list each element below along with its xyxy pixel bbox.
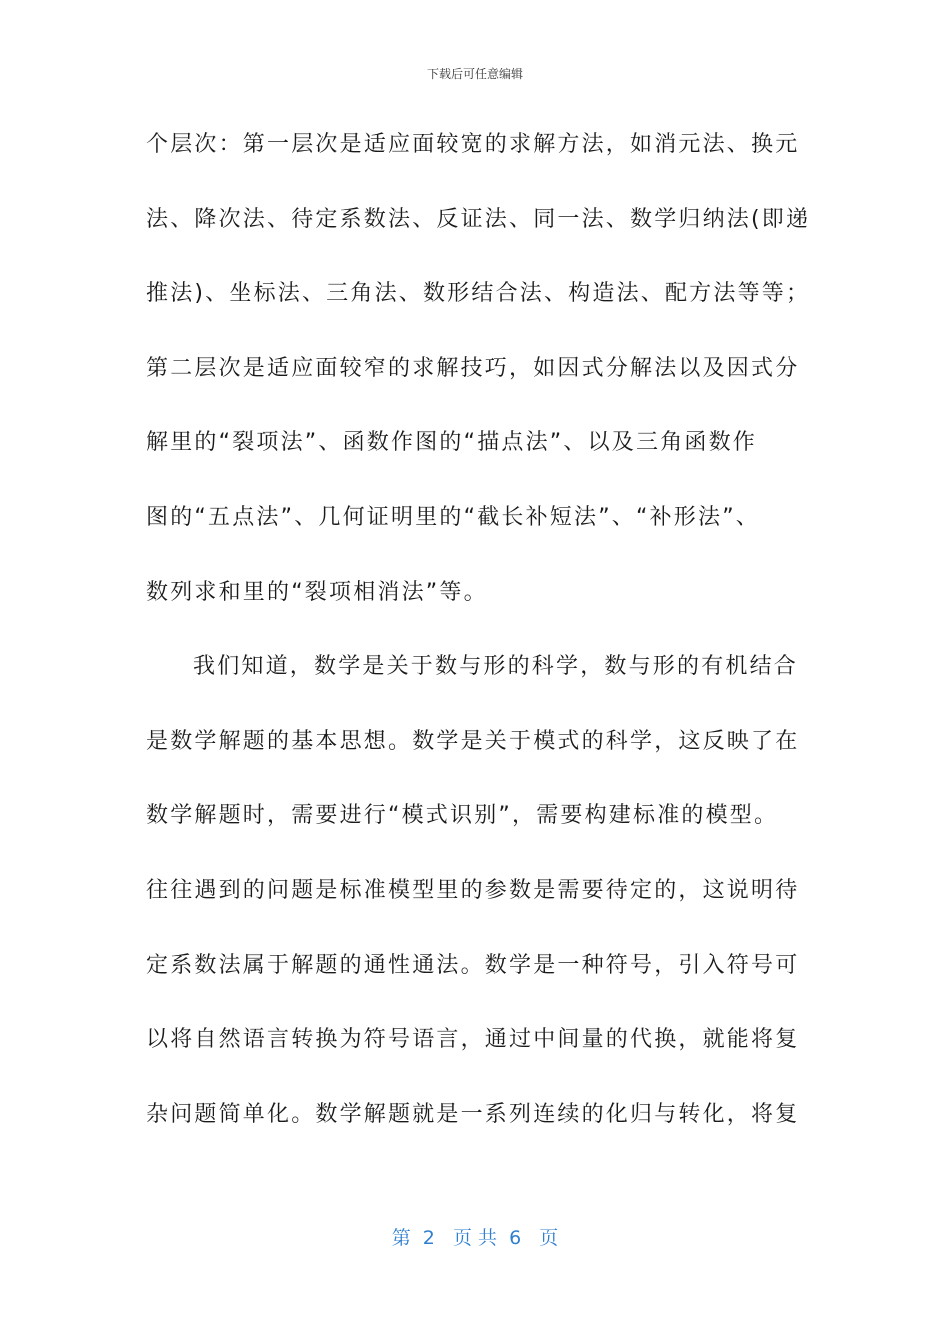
text-line: 解里的“裂项法”、函数作图的“描点法”、以及三角函数作: [146, 430, 757, 456]
blank-line: [146, 163, 806, 200]
blank-line: [146, 387, 806, 424]
text-line: 是数学解题的基本思想。数学是关于模式的科学，这反映了在: [146, 728, 800, 754]
text-line: 个层次：第一层次是适应面较宽的求解方法，如消元法、换元: [146, 132, 800, 157]
blank-line: [146, 536, 806, 573]
blank-line: [146, 909, 806, 946]
blank-line: [146, 685, 806, 722]
paragraph-first-line: 我们知道，数学是关于数与形的科学，数与形的有机结合: [193, 654, 799, 680]
text-line: 定系数法属于解题的通性通法。数学是一种符号，引入符号可: [146, 952, 800, 978]
text-line: 图的“五点法”、几何证明里的“截长补短法”、“补形法”、: [146, 504, 760, 530]
document-body: [146, 126, 811, 1133]
page-number-footer: 第 2 页 共 6 页: [391, 1227, 559, 1249]
blank-line: [146, 835, 806, 872]
blank-line: [146, 462, 806, 499]
text-line: 以将自然语言转换为符号语言，通过中间量的代换，就能将复: [146, 1027, 800, 1053]
text-line: 杂问题简单化。数学解题就是一系列连续的化归与转化，将复: [146, 1101, 800, 1127]
text-line: 第二层次是适应面较窄的求解技巧，如因式分解法以及因式分: [146, 355, 800, 381]
blank-line: [146, 312, 806, 349]
text-line: 推法)、坐标法、三角法、数形结合法、构造法、配方法等等；: [146, 281, 811, 307]
page-header: 下载后可任意编辑: [426, 67, 523, 81]
text-line: 数学解题时，需要进行“模式识别”，需要构建标准的模型。: [146, 803, 779, 829]
blank-line: [146, 611, 806, 648]
blank-line: [146, 1058, 806, 1095]
blank-line: [146, 238, 806, 275]
blank-line: [146, 984, 806, 1021]
text-line: 往往遇到的问题是标准模型里的参数是需要待定的，这说明待: [146, 877, 800, 903]
blank-line: [146, 760, 806, 797]
text-line: 法、降次法、待定系数法、反证法、同一法、数学归纳法(即递: [146, 206, 811, 232]
text-line: 数列求和里的“裂项相消法”等。: [146, 579, 488, 605]
